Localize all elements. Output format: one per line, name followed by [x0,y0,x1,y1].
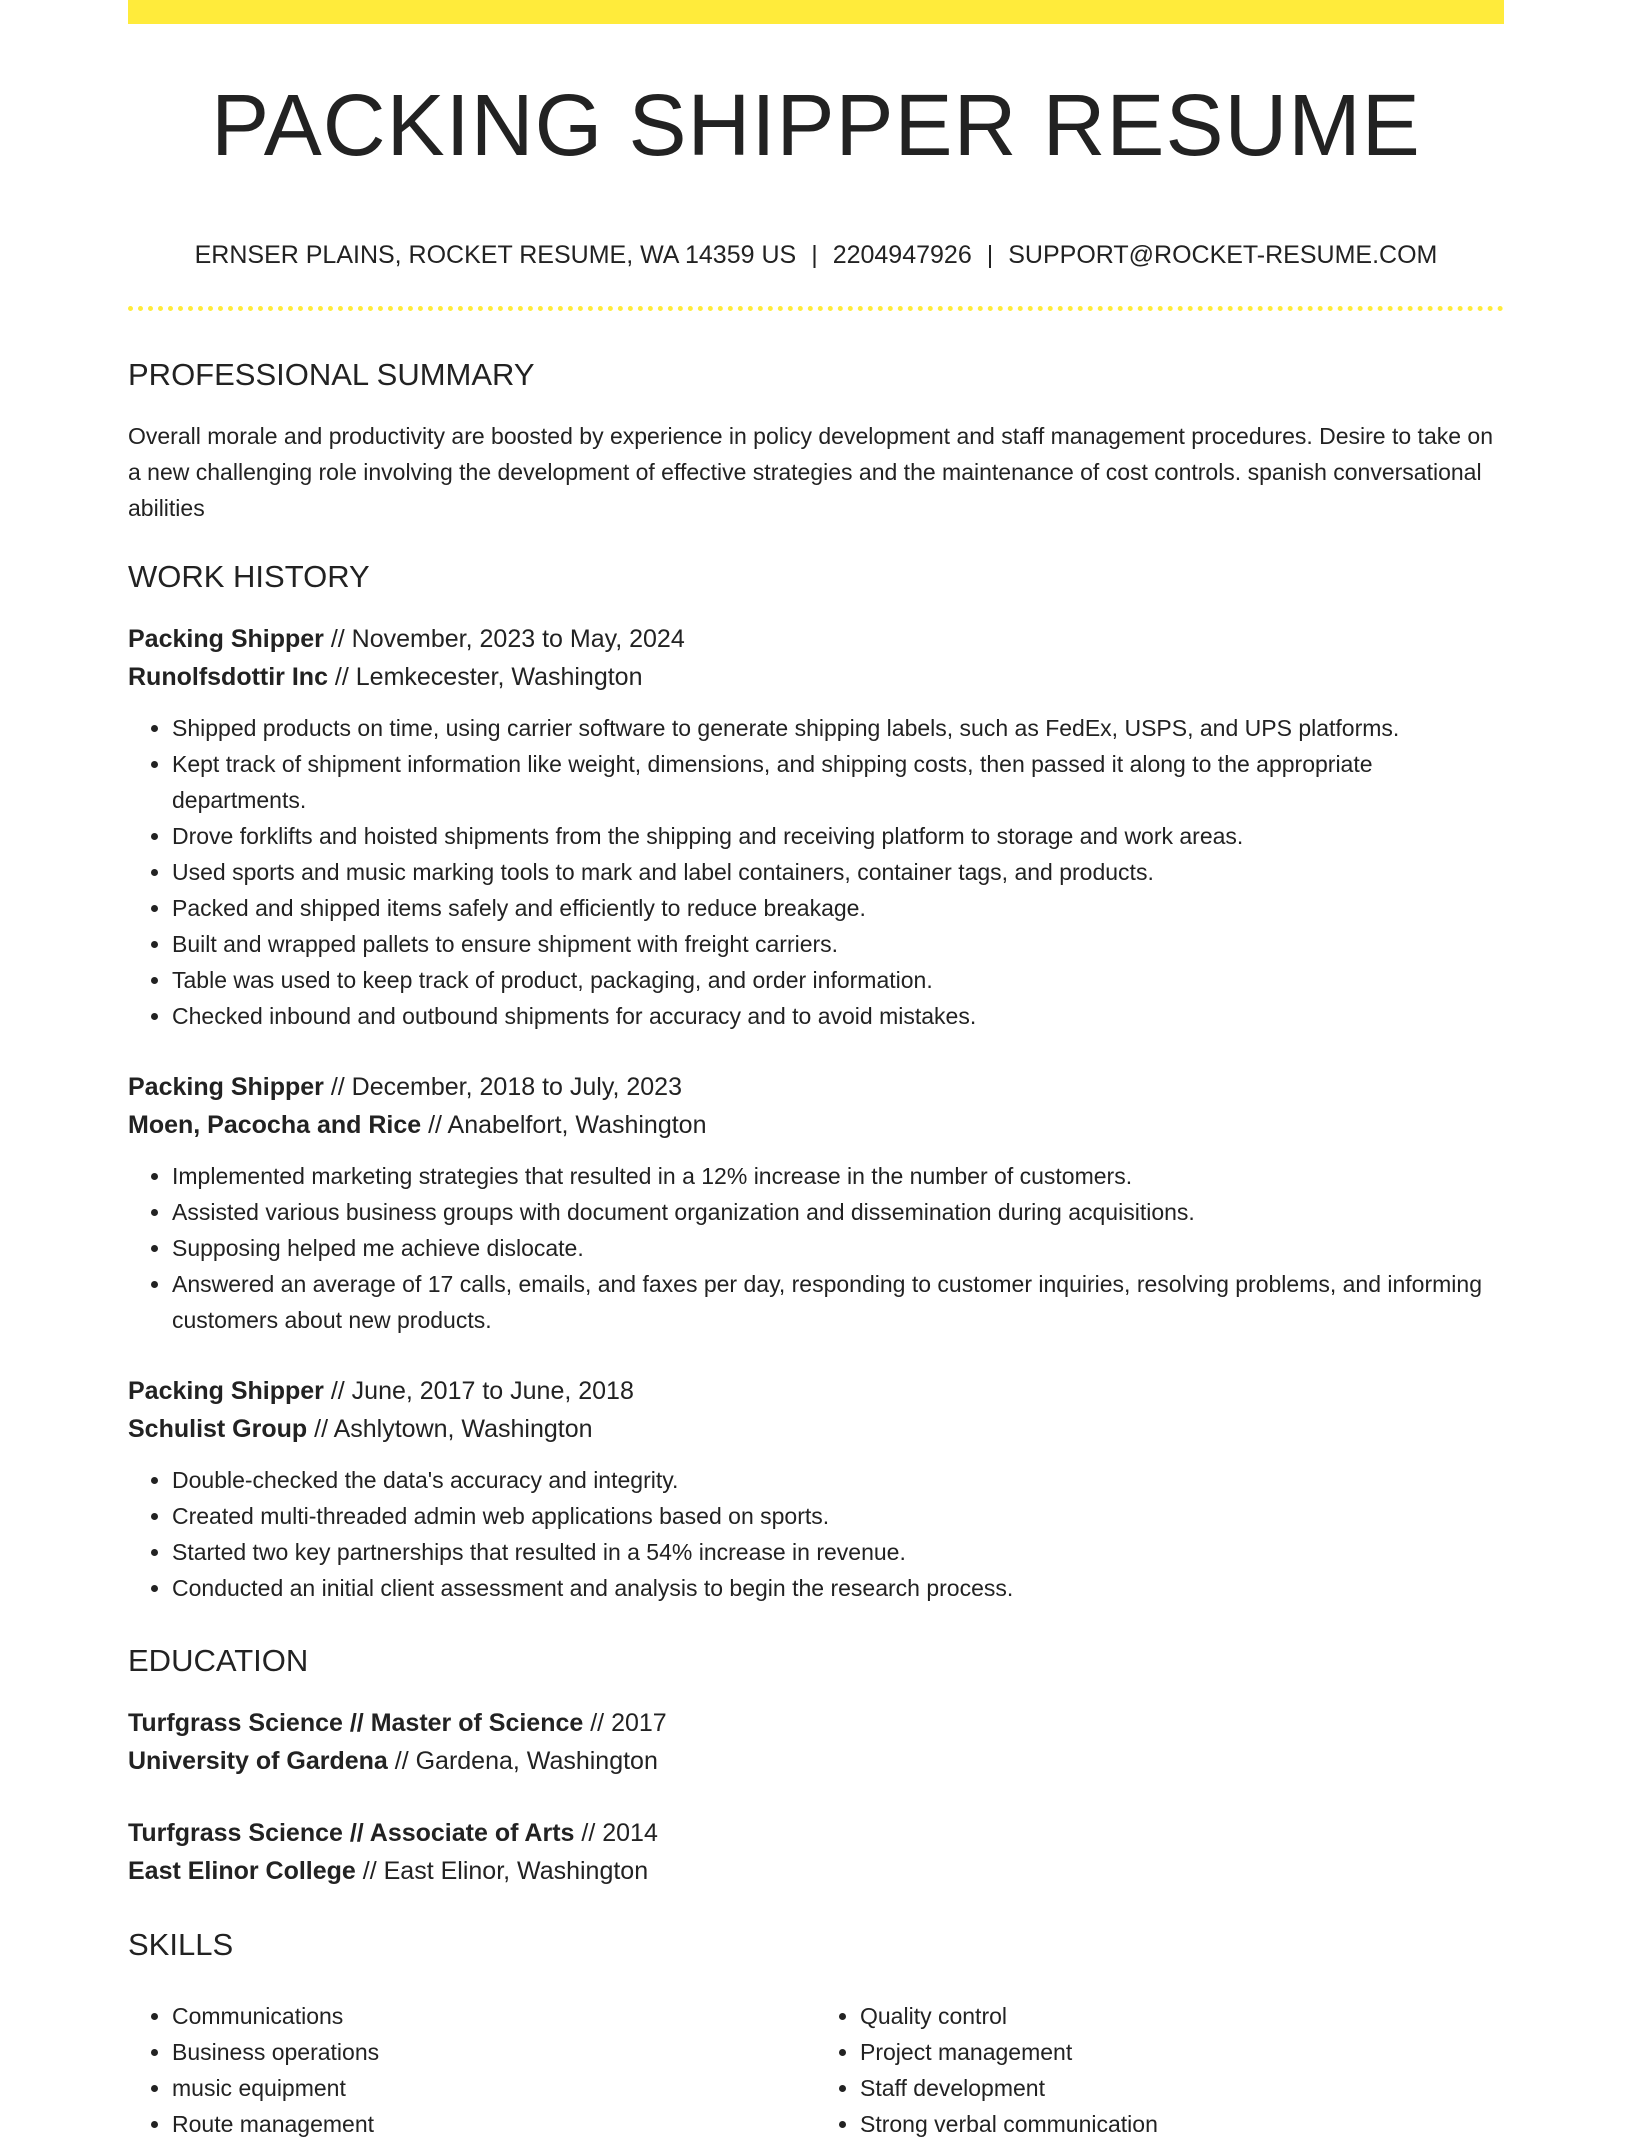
education-degree-line [128,1814,1504,1852]
education-heading: EDUCATION [128,1643,309,1678]
job-bullets [128,1462,1504,1606]
skill-item: • Strong verbal communication [860,2106,1504,2142]
list-item: • Shipped products on time, using carrier software to generate shipping labels, such as FedEx, USPS, and UPS platforms. [172,710,1504,746]
job-title: Packing Shipper [128,625,324,653]
list-item: • Table was used to keep track of product, packaging, and order information. [172,962,1504,998]
job-dates: // November, 2023 to May, 2024 [323,625,685,653]
work-history-heading: WORK HISTORY [128,559,370,594]
job-bullets [128,710,1504,1034]
skill-item: • Business operations [172,2034,816,2070]
education-year: // 2014 [574,1819,658,1847]
education-school: East Elinor College [128,1857,356,1885]
job-location: // Lemkecester, Washington [327,663,643,691]
work-history-section [128,556,1504,1606]
job-entry [128,1068,1504,1338]
contact-separator: | [986,241,994,269]
list-item: • Conducted an initial client assessment and analysis to begin the research process. [172,1570,1504,1606]
list-item: • Checked inbound and outbound shipments for accuracy and to avoid mistakes. [172,998,1504,1034]
job-title-line [128,1372,1504,1410]
list-item: • Kept track of shipment information like weight, dimensions, and shipping costs, then passed it along to the appropriate departments. [172,746,1504,818]
education-section [128,1640,1504,1890]
job-dates: // June, 2017 to June, 2018 [323,1377,634,1405]
education-entry [128,1814,1504,1890]
dotted-divider [128,306,1504,311]
list-item: • Drove forklifts and hoisted shipments from the shipping and receiving platform to storage and work areas. [172,818,1504,854]
summary-text: Overall morale and productivity are boosted by experience in policy development and staff management procedures. Desire to take on a new challenging role involving the development of effective strategies and the maintenance of cost controls. spanish conversational abilities [128,423,1494,521]
job-dates: // December, 2018 to July, 2023 [323,1073,682,1101]
education-degree-line [128,1704,1504,1742]
job-location: // Anabelfort, Washington [421,1111,707,1139]
list-item: • Assisted various business groups with document organization and dissemination during acquisitions. [172,1194,1504,1230]
job-company: Runolfsdottir Inc [128,663,328,691]
job-title: Packing Shipper [128,1377,324,1405]
job-company: Schulist Group [128,1415,308,1443]
skills-heading: SKILLS [128,1927,234,1962]
list-item: • Answered an average of 17 calls, emails, and faxes per day, responding to customer inquiries, resolving problems, and informing customers about new products. [172,1266,1504,1338]
education-degree: Turfgrass Science // Master of Science [128,1709,584,1737]
contact-separator: | [811,241,818,269]
skills-columns [128,1988,1504,2142]
list-item: • Used sports and music marking tools to mark and label containers, container tags, and products. [172,854,1504,890]
job-title: Packing Shipper [128,1073,324,1101]
job-company-line [128,1410,1504,1448]
job-bullets [128,1158,1504,1338]
list-item: • Started two key partnerships that resulted in a 54% increase in revenue. [172,1534,1504,1570]
education-school: University of Gardena [128,1747,388,1775]
skills-left-list [128,1998,816,2142]
summary-heading: PROFESSIONAL SUMMARY [128,357,535,392]
education-entry [128,1704,1504,1780]
job-title-line [128,1068,1504,1106]
resume-content [128,354,1504,2142]
job-entry [128,1372,1504,1606]
job-company-line [128,658,1504,696]
skill-item: • Staff development [860,2070,1504,2106]
job-title-line [128,620,1504,658]
skill-item: • Communications [172,1998,816,2034]
education-location: // East Elinor, Washington [355,1857,649,1885]
education-year: // 2017 [583,1709,667,1737]
education-school-line [128,1742,1504,1780]
skill-item: • Quality control [860,1998,1504,2034]
skill-item: • music equipment [172,2070,816,2106]
skills-section [128,1924,1504,2142]
job-company: Moen, Pacocha and Rice [128,1111,422,1139]
skill-item: • Route management [172,2106,816,2142]
education-school-line [128,1852,1504,1890]
list-item: • Packed and shipped items safely and efficiently to reduce breakage. [172,890,1504,926]
contact-line [128,238,1504,272]
job-location: // Ashlytown, Washington [307,1415,593,1443]
list-item: • Created multi-threaded admin web applications based on sports. [172,1498,1504,1534]
contact-address: ERNSER PLAINS, ROCKET RESUME, WA 14359 US [194,241,797,269]
list-item: • Built and wrapped pallets to ensure shipment with freight carriers. [172,926,1504,962]
list-item: • Implemented marketing strategies that resulted in a 12% increase in the number of customers. [172,1158,1504,1194]
job-entry [128,620,1504,1034]
list-item: • Double-checked the data's accuracy and integrity. [172,1462,1504,1498]
page-title: PACKING SHIPPER RESUME [211,77,1421,174]
list-item: • Supposing helped me achieve dislocate. [172,1230,1504,1266]
education-location: // Gardena, Washington [387,1747,658,1775]
summary-section [128,354,1504,526]
top-accent-bar [128,0,1504,24]
contact-phone: 2204947926 [832,241,972,269]
skills-right-list [816,1998,1504,2142]
education-degree: Turfgrass Science // Associate of Arts [128,1819,575,1847]
job-company-line [128,1106,1504,1144]
skill-item: • Project management [860,2034,1504,2070]
contact-email: SUPPORT@ROCKET-RESUME.COM [1008,241,1438,269]
